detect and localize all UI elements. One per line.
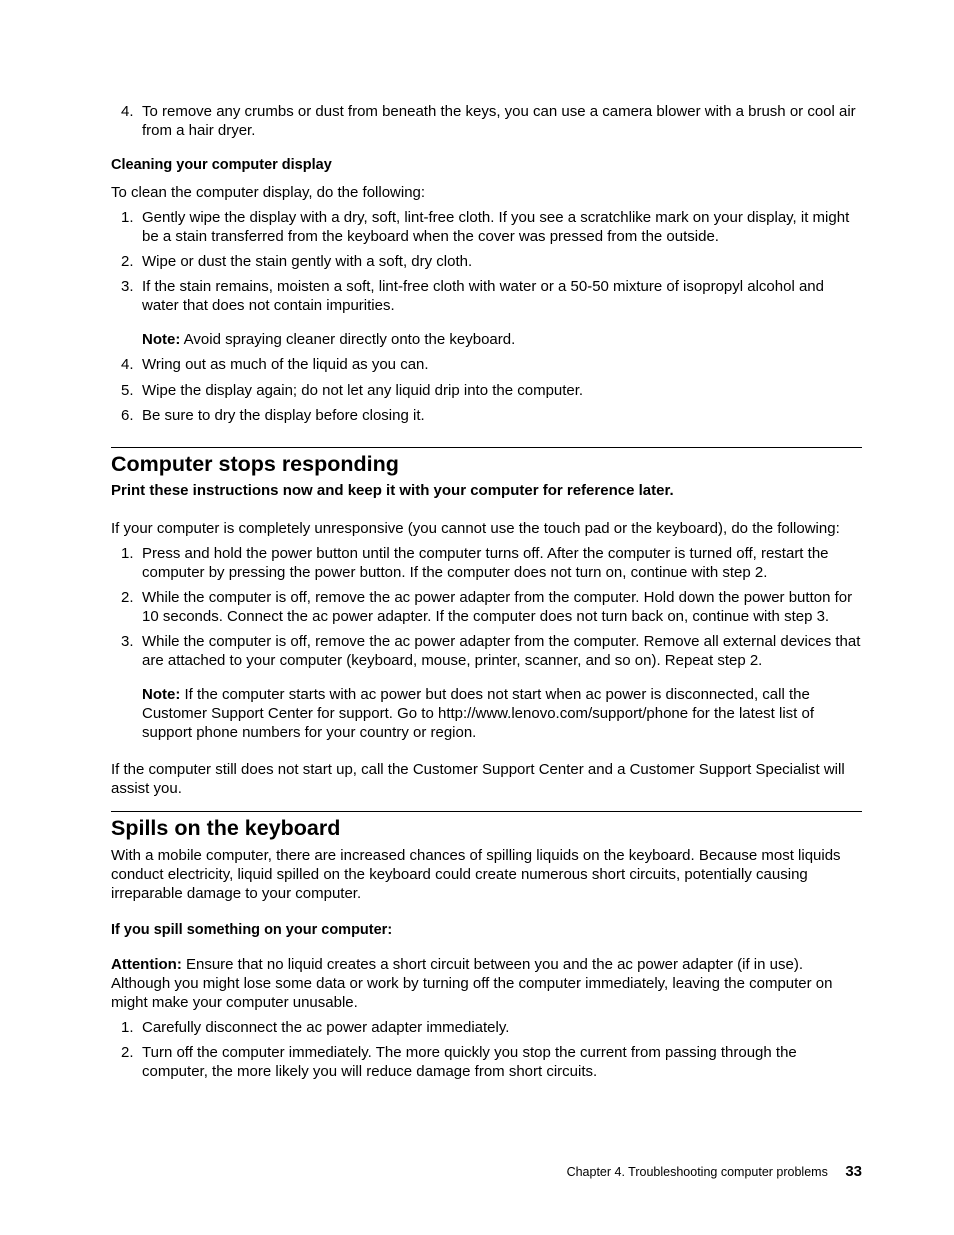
list-item — [111, 632, 862, 670]
list-text: Carefully disconnect the ac power adapter immediately. — [142, 1019, 510, 1036]
list-text: Wring out as much of the liquid as you can. — [142, 356, 429, 373]
section-heading: Spills on the keyboard — [111, 816, 341, 840]
page-content — [111, 102, 862, 1081]
list-text: Press and hold the power button until the computer turns off. After the computer is turned off, restart the computer by pressing the power button. If the computer does not turn on, continue with step 2. — [142, 545, 829, 581]
list-text: Be sure to dry the display before closing it. — [142, 407, 425, 424]
list-number: 3. — [121, 278, 134, 295]
attention-label: Attention: — [111, 956, 182, 973]
list-number: 2. — [121, 253, 134, 270]
note — [111, 685, 862, 742]
list-number: 3. — [121, 633, 134, 650]
list-item — [111, 381, 862, 400]
list-number: 2. — [121, 589, 134, 606]
list-text: If the stain remains, moisten a soft, lint-free cloth with water or a 50-50 mixture of isopropyl alcohol and water that does not contain impurities. — [142, 278, 824, 314]
list-text: Gently wipe the display with a dry, soft, lint-free cloth. If you see a scratchlike mark on your display, it might be a stain transferred from the keyboard when the cover was pressed from the outside. — [142, 209, 850, 245]
paragraph: To clean the computer display, do the following: — [111, 184, 426, 201]
list-item — [111, 1018, 862, 1037]
list-item — [111, 588, 862, 626]
list-item — [111, 355, 862, 374]
paragraph: With a mobile computer, there are increased chances of spilling liquids on the keyboard. Because most liquids conduct electricity, liquid spilled on the keyboard could create numerous short circuits, potentially causing irreparable damage to your computer. — [111, 847, 841, 902]
paragraph: If the computer still does not start up, call the Customer Support Center and a Customer Support Specialist will assist you. — [111, 761, 845, 797]
list-item — [111, 208, 862, 246]
list-number: 4. — [121, 356, 134, 373]
page-number: 33 — [845, 1163, 862, 1180]
list-number: 6. — [121, 407, 134, 424]
note-label: Note: — [142, 331, 181, 348]
list-number: 1. — [121, 1019, 134, 1036]
paragraph: If your computer is completely unresponsive (you cannot use the touch pad or the keyboard), do the following: — [111, 520, 840, 537]
bold-instruction: Print these instructions now and keep it with your computer for reference later. — [111, 482, 674, 499]
attention-text: Ensure that no liquid creates a short circuit between you and the ac power adapter (if in use). Although you might lose some data or work by turning off the computer immediately, leaving the computer on might make your computer unusable. — [111, 956, 833, 1011]
list-text: While the computer is off, remove the ac power adapter from the computer. Remove all external devices that are attached to your computer (keyboard, mouse, printer, scanner, and so on). Repeat step 2. — [142, 633, 861, 669]
list-text: Turn off the computer immediately. The more quickly you stop the current from passing through the computer, the more likely you will reduce damage from short circuits. — [142, 1044, 797, 1080]
list-item — [111, 1043, 862, 1081]
list-number: 1. — [121, 545, 134, 562]
chapter-title: Chapter 4. Troubleshooting computer problems — [566, 1165, 828, 1179]
list-text: Wipe the display again; do not let any liquid drip into the computer. — [142, 382, 584, 399]
list-item — [111, 102, 862, 140]
list-text: While the computer is off, remove the ac power adapter from the computer. Hold down the power button for 10 seconds. Connect the ac power adapter. If the computer does not turn back on, continue with step 3. — [142, 589, 853, 625]
list-text: To remove any crumbs or dust from beneath the keys, you can use a camera blower with a brush or cool air from a hair dryer. — [142, 103, 856, 139]
list-number: 2. — [121, 1044, 134, 1061]
note-text: If the computer starts with ac power but does not start when ac power is disconnected, call the Customer Support Center for support. Go to http://www.lenovo.com/support/phone for the latest list of support phone numbers for your country or region. — [142, 686, 815, 741]
section-divider — [111, 811, 862, 812]
attention-paragraph — [111, 955, 862, 1012]
note-label: Note: — [142, 686, 181, 703]
list-item — [111, 277, 862, 315]
note — [111, 330, 862, 349]
list-number: 1. — [121, 209, 134, 226]
list-item — [111, 406, 862, 425]
note-text: Avoid spraying cleaner directly onto the keyboard. — [183, 331, 516, 348]
list-item — [111, 252, 862, 271]
section-subheading: If you spill something on your computer: — [111, 922, 393, 938]
section-divider — [111, 447, 862, 448]
section-subheading: Cleaning your computer display — [111, 157, 332, 173]
list-number: 4. — [121, 103, 134, 120]
list-text: Wipe or dust the stain gently with a soft, dry cloth. — [142, 253, 473, 270]
list-item — [111, 544, 862, 582]
page-footer — [567, 1163, 862, 1180]
section-heading: Computer stops responding — [111, 452, 399, 476]
list-number: 5. — [121, 382, 134, 399]
